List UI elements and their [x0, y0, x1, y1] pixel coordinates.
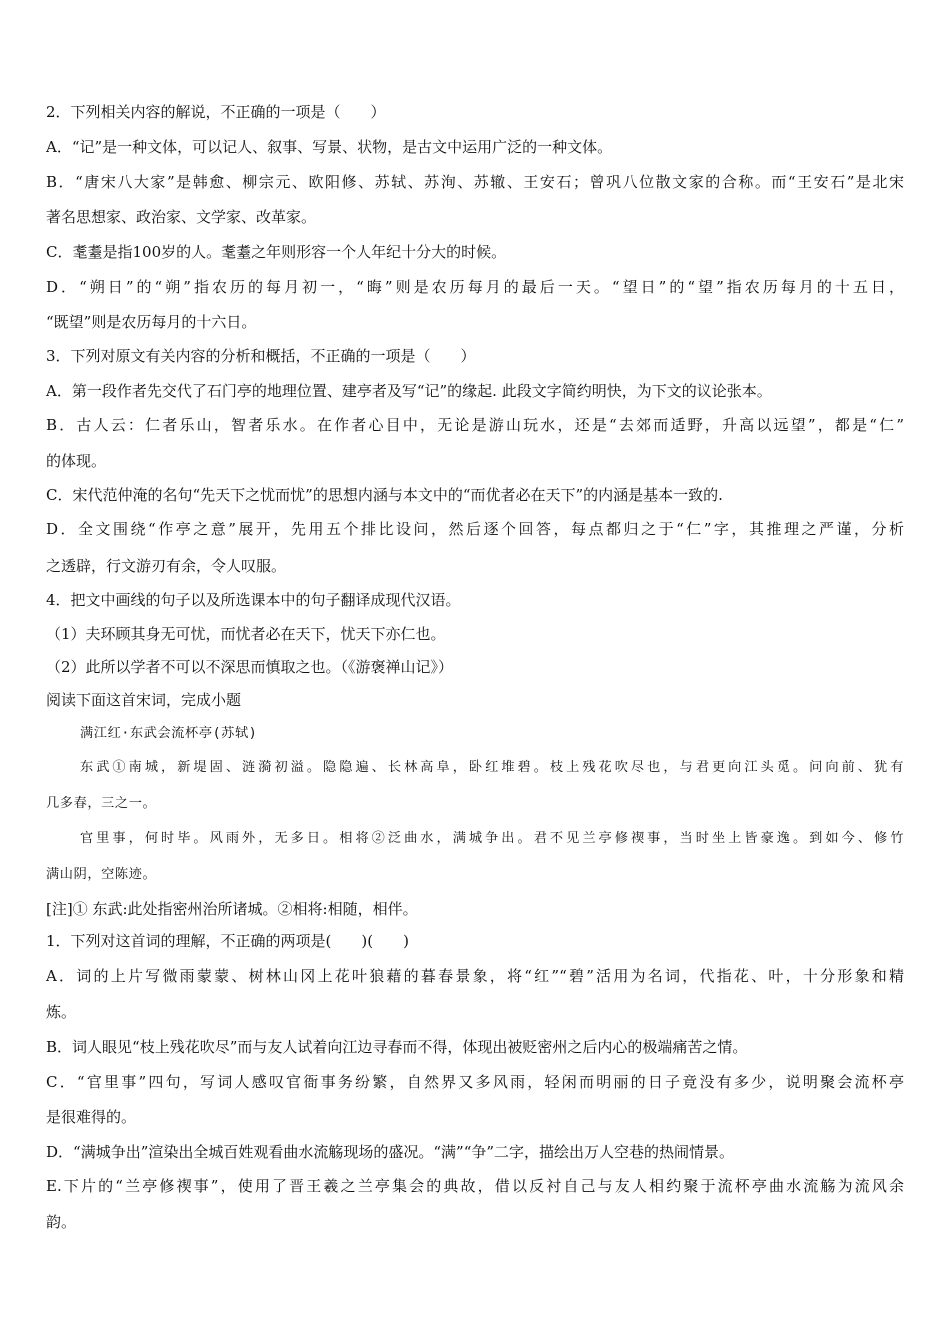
question-1-option-c: C．“官里事”四句，写词人感叹官衙事务纷繁，自然界又多风雨，轻闲而明丽的日子竟没有多少，说明聚会流杯亭 [46, 1073, 904, 1091]
question-1-option-b: B．词人眼见“枝上残花吹尽”而与友人试着向江边寻春而不得，体现出被贬密州之后内心的极端痛苦之情。 [46, 1038, 748, 1056]
question-2-stem: 2．下列相关内容的解说，不正确的一项是（ ） [46, 103, 386, 121]
question-4-stem: 4．把文中画线的句子以及所选课本中的句子翻译成现代汉语。 [46, 591, 461, 609]
question-3-option-b-cont: 的体现。 [46, 452, 107, 470]
question-2-option-d: D．“朔日”的“朔”指农历的每月初一，“晦”则是农历每月的最后一天。“望日”的“望”指农历每月的十五日， [46, 278, 904, 296]
question-3-option-c: C．宋代范仲淹的名句“先天下之忧而忧”的思想内涵与本文中的“而优者必在天下”的内涵是基本一致的. [46, 486, 723, 504]
question-3-option-b: B．古人云：仁者乐山，智者乐水。在作者心目中，无论是游山玩水，还是“去郊而适野，升高以远望”，都是“仁” [46, 416, 904, 434]
question-2-option-c: C．耄耋是指100岁的人。耄耋之年则形容一个人年纪十分大的时候。 [46, 243, 507, 261]
poem-stanza-2-cont: 满山阴，空陈迹。 [46, 867, 157, 882]
poem-stanza-2: 官里事，何时毕。风雨外，无多日。相将②泛曲水，满城争出。君不见兰亭修禊事，当时坐上皆豪逸。到如今、修竹 [80, 831, 904, 846]
question-1-option-a-cont: 炼。 [46, 1003, 77, 1021]
question-1-option-d: D．“满城争出”渲染出全城百姓观看曲水流觞现场的盛况。“满”“争”二字，描绘出万人空巷的热闹情景。 [46, 1143, 735, 1161]
question-2-option-a: A．“记”是一种文体，可以记人、叙事、写景、状物，是古文中运用广泛的一种文体。 [46, 138, 613, 156]
reading-intro: 阅读下面这首宋词，完成小题 [46, 691, 242, 709]
question-1-option-e-cont: 韵。 [46, 1213, 77, 1231]
poem-stanza-1: 东武①南城，新堤固、涟漪初溢。隐隐遍、长林高阜，卧红堆碧。枝上残花吹尽也，与君更向江头觅。问向前、犹有 [80, 760, 904, 775]
question-4-sentence-1: （1）夫环顾其身无可忧，而忧者必在天下，忧天下亦仁也。 [46, 625, 446, 643]
question-2-option-d-cont: “既望”则是农历每月的十六日。 [46, 313, 257, 331]
poem-notes: [注]① 东武:此处指密州治所诸城。②相将:相随，相伴。 [46, 900, 418, 918]
question-1-option-c-cont: 是很难得的。 [46, 1108, 137, 1126]
question-1-option-e: E.下片的“兰亭修禊事”，使用了晋王羲之兰亭集会的典故，借以反衬自己与友人相约聚于流杯亭曲水流觞为流风余 [46, 1177, 904, 1195]
question-3-option-d-cont: 之透辟，行文游刃有余，令人叹服。 [46, 557, 287, 575]
question-1-stem: 1．下列对这首词的理解，不正确的两项是( )( ) [46, 932, 409, 950]
question-1-option-a: A．词的上片写微雨蒙蒙、树林山冈上花叶狼藉的暮春景象，将“红”“碧”活用为名词，代指花、叶，十分形象和精 [46, 967, 904, 985]
question-3-option-a: A．第一段作者先交代了石门亭的地理位置、建亭者及写“记”的缘起. 此段文字简约明快，为下文的议论张本。 [46, 382, 772, 400]
poem-stanza-1-cont: 几多春，三之一。 [46, 796, 157, 811]
question-3-option-d: D．全文围绕“作亭之意”展开，先用五个排比设问，然后逐个回答，每点都归之于“仁”字，其推理之严谨，分析 [46, 520, 904, 538]
poem-title: 满江红·东武会流杯亭(苏轼) [80, 726, 258, 741]
question-3-stem: 3．下列对原文有关内容的分析和概括，不正确的一项是（ ） [46, 347, 476, 365]
question-2-option-b-cont: 著名思想家、政治家、文学家、改革家。 [46, 208, 317, 226]
question-4-sentence-2: （2）此所以学者不可以不深思而慎取之也。（《游褒禅山记》） [46, 658, 454, 676]
question-2-option-b: B．“唐宋八大家”是韩愈、柳宗元、欧阳修、苏轼、苏洵、苏辙、王安石；曾巩八位散文家的合称。而“王安石”是北宋 [46, 173, 904, 191]
